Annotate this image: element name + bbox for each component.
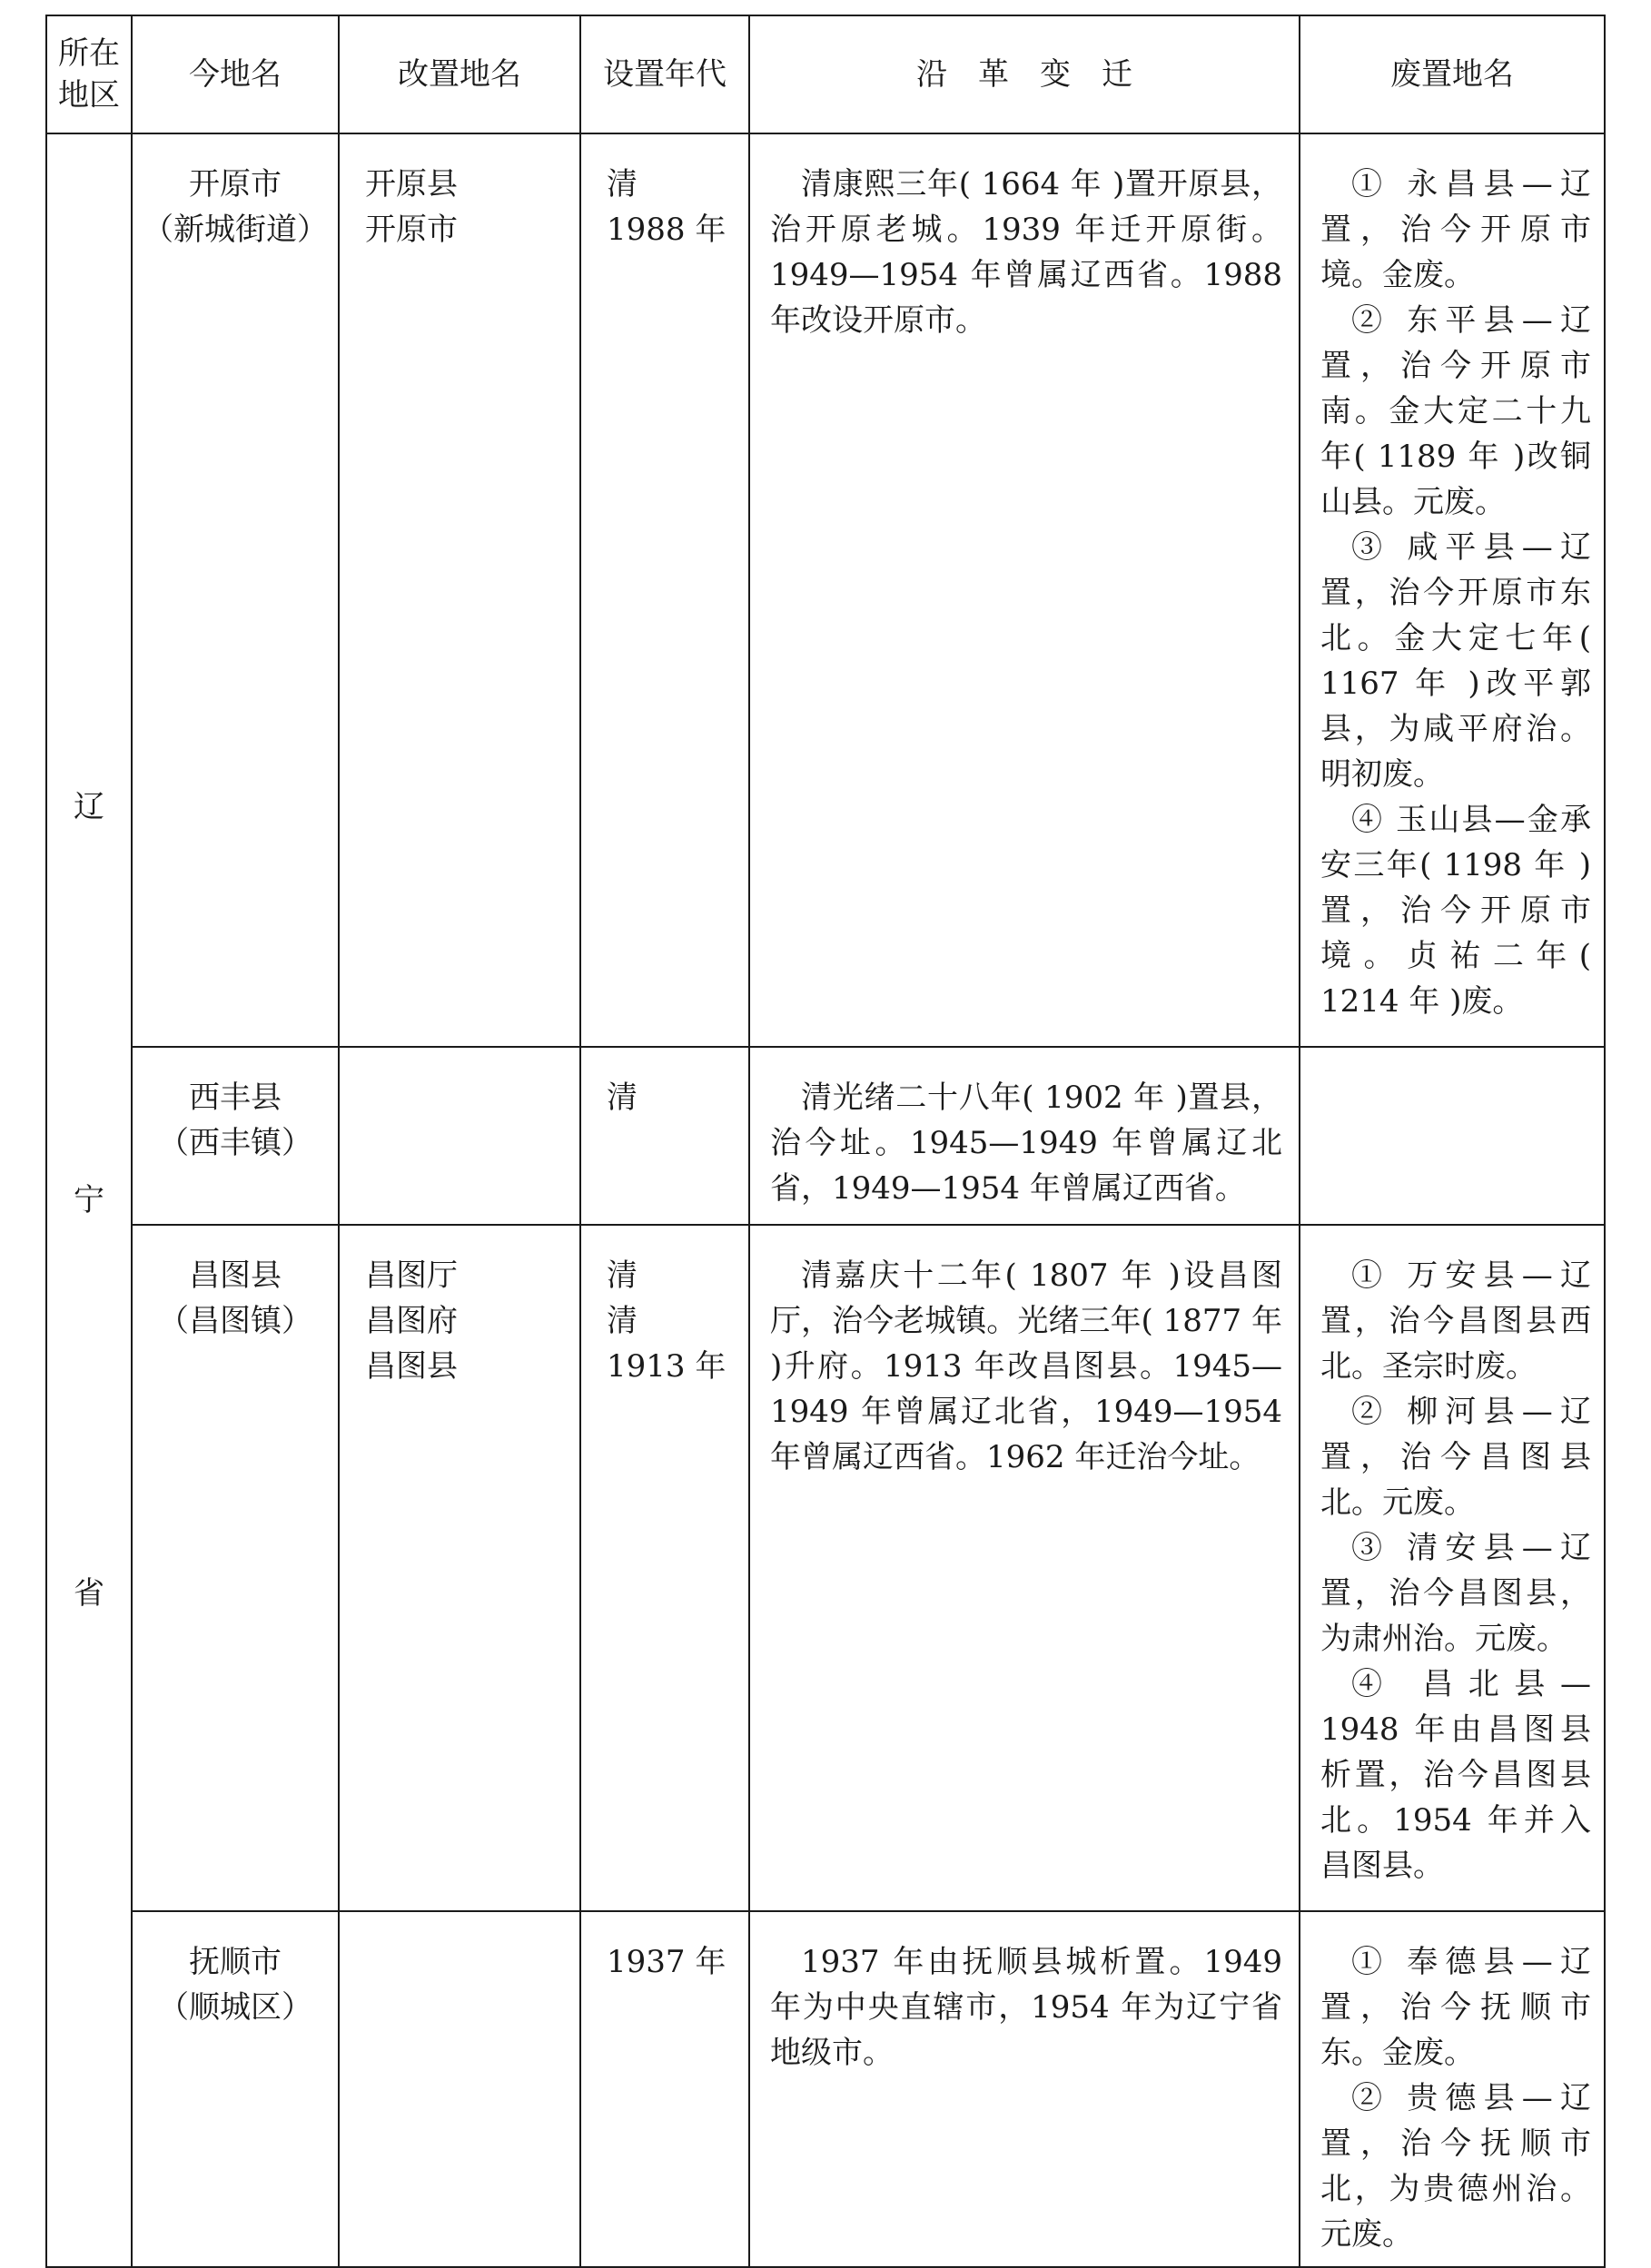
changed-name: 昌图府 <box>365 1303 458 1339</box>
changed-name-cell <box>339 1047 580 1225</box>
abolished-entry: ① 万安县—辽置，治今昌图县西北。圣宗时废。 <box>1320 1257 1591 1385</box>
current-name-cell <box>132 1225 339 1911</box>
current-name-cell <box>132 1047 339 1225</box>
abolished-entry: ② 东平县—辽置，治今开原市南。金大定二十九年( 1189 年 )改铜山县。元废。 <box>1320 302 1591 520</box>
year-value: 清 <box>607 1257 638 1294</box>
abolished-entry: ④ 玉山县—金承安三年( 1198 年 )置，治今开原市境。贞祐二年( 1214 年 )废。 <box>1320 802 1591 1020</box>
history-cell <box>749 133 1300 1047</box>
header-year: 设置年代 <box>580 15 749 133</box>
seat-name: （新城街道） <box>143 212 328 248</box>
history-text: 清嘉庆十二年( 1807 年 )设昌图厅，治今老城镇。光绪三年( 1877 年 )升府。1913 年改昌图县。1945—1949 年曾属辽北省，1949—1954 年曾属辽西省。1962 年迁治今址。 <box>770 1257 1282 1475</box>
history-text: 1937 年由抚顺县城析置。1949 年为中央直辖市，1954 年为辽宁省地级市。 <box>770 1944 1282 2071</box>
header-changed-name: 改置地名 <box>339 15 580 133</box>
place-name: 开原市 <box>189 166 282 202</box>
abolished-cell <box>1300 1911 1605 2267</box>
place-name: 西丰县 <box>189 1080 282 1116</box>
history-cell <box>749 1911 1300 2267</box>
seat-name: （西丰镇） <box>158 1125 312 1161</box>
abolished-entry: ② 贵德县—辽置，治今抚顺市北，为贵德州治。元废。 <box>1320 2080 1591 2253</box>
changed-name: 开原市 <box>365 212 458 248</box>
header-abolished: 废置地名 <box>1300 15 1605 133</box>
abolished-entry: ① 永昌县—辽置，治今开原市境。金废。 <box>1320 166 1591 293</box>
seat-name: （昌图镇） <box>158 1303 312 1339</box>
header-history: 沿 革 变 迁 <box>749 15 1300 133</box>
table-row <box>46 133 1605 1047</box>
current-name-cell <box>132 1911 339 2267</box>
year-value: 1988 年 <box>607 212 727 248</box>
region-char: 省 <box>74 1575 104 1612</box>
abolished-entry: ④ 昌北县—1948 年由昌图县析置，治今昌图县北。1954 年并入昌图县。 <box>1320 1666 1591 1884</box>
changed-name: 开原县 <box>365 166 458 202</box>
abolished-cell <box>1300 133 1605 1047</box>
history-cell <box>749 1047 1300 1225</box>
abolished-entry: ③ 咸平县—辽置，治今开原市东北。金大定七年( 1167 年 )改平郭县，为咸平府治。明初废。 <box>1320 529 1591 793</box>
abolished-entry: ① 奉德县—辽置，治今抚顺市东。金废。 <box>1320 1944 1591 2071</box>
history-cell <box>749 1225 1300 1911</box>
year-value: 清 <box>607 166 638 202</box>
seat-name: （顺城区） <box>158 1989 312 2026</box>
header-region: 所在 地区 <box>46 15 132 133</box>
changed-name-cell <box>339 1225 580 1911</box>
history-text: 清光绪二十八年( 1902 年 )置县，治今址。1945—1949 年曾属辽北省，1949—1954 年曾属辽西省。 <box>770 1080 1282 1207</box>
table-row <box>46 1225 1605 1911</box>
year-value: 清 <box>607 1303 638 1339</box>
region-char: 辽 <box>74 788 104 825</box>
gazetteer-table <box>45 15 1606 2268</box>
header-row <box>46 15 1605 133</box>
region-char: 宁 <box>74 1181 104 1218</box>
header-current-name: 今地名 <box>132 15 339 133</box>
abolished-cell <box>1300 1225 1605 1911</box>
table-row <box>46 1911 1605 2267</box>
abolished-entry: ② 柳河县—辽置，治今昌图县北。元废。 <box>1320 1394 1591 1521</box>
changed-name-cell <box>339 1911 580 2267</box>
year-cell <box>580 1911 749 2267</box>
year-cell <box>580 1225 749 1911</box>
history-text: 清康熙三年( 1664 年 )置开原县，治开原老城。1939 年迁开原街。1949—1954 年曾属辽西省。1988 年改设开原市。 <box>770 166 1282 339</box>
year-cell <box>580 1047 749 1225</box>
year-value: 1937 年 <box>607 1944 727 1980</box>
changed-name: 昌图县 <box>365 1348 458 1385</box>
table-row <box>46 1047 1605 1225</box>
year-value: 清 <box>607 1080 638 1116</box>
year-cell <box>580 133 749 1047</box>
year-value: 1913 年 <box>607 1348 727 1385</box>
abolished-entry: ③ 清安县—辽置，治今昌图县，为肃州治。元废。 <box>1320 1530 1591 1657</box>
current-name-cell <box>132 133 339 1047</box>
changed-name-cell <box>339 133 580 1047</box>
place-name: 抚顺市 <box>189 1944 282 1980</box>
abolished-cell <box>1300 1047 1605 1225</box>
region-cell <box>46 133 132 2267</box>
changed-name: 昌图厅 <box>365 1257 458 1294</box>
place-name: 昌图县 <box>189 1257 282 1294</box>
